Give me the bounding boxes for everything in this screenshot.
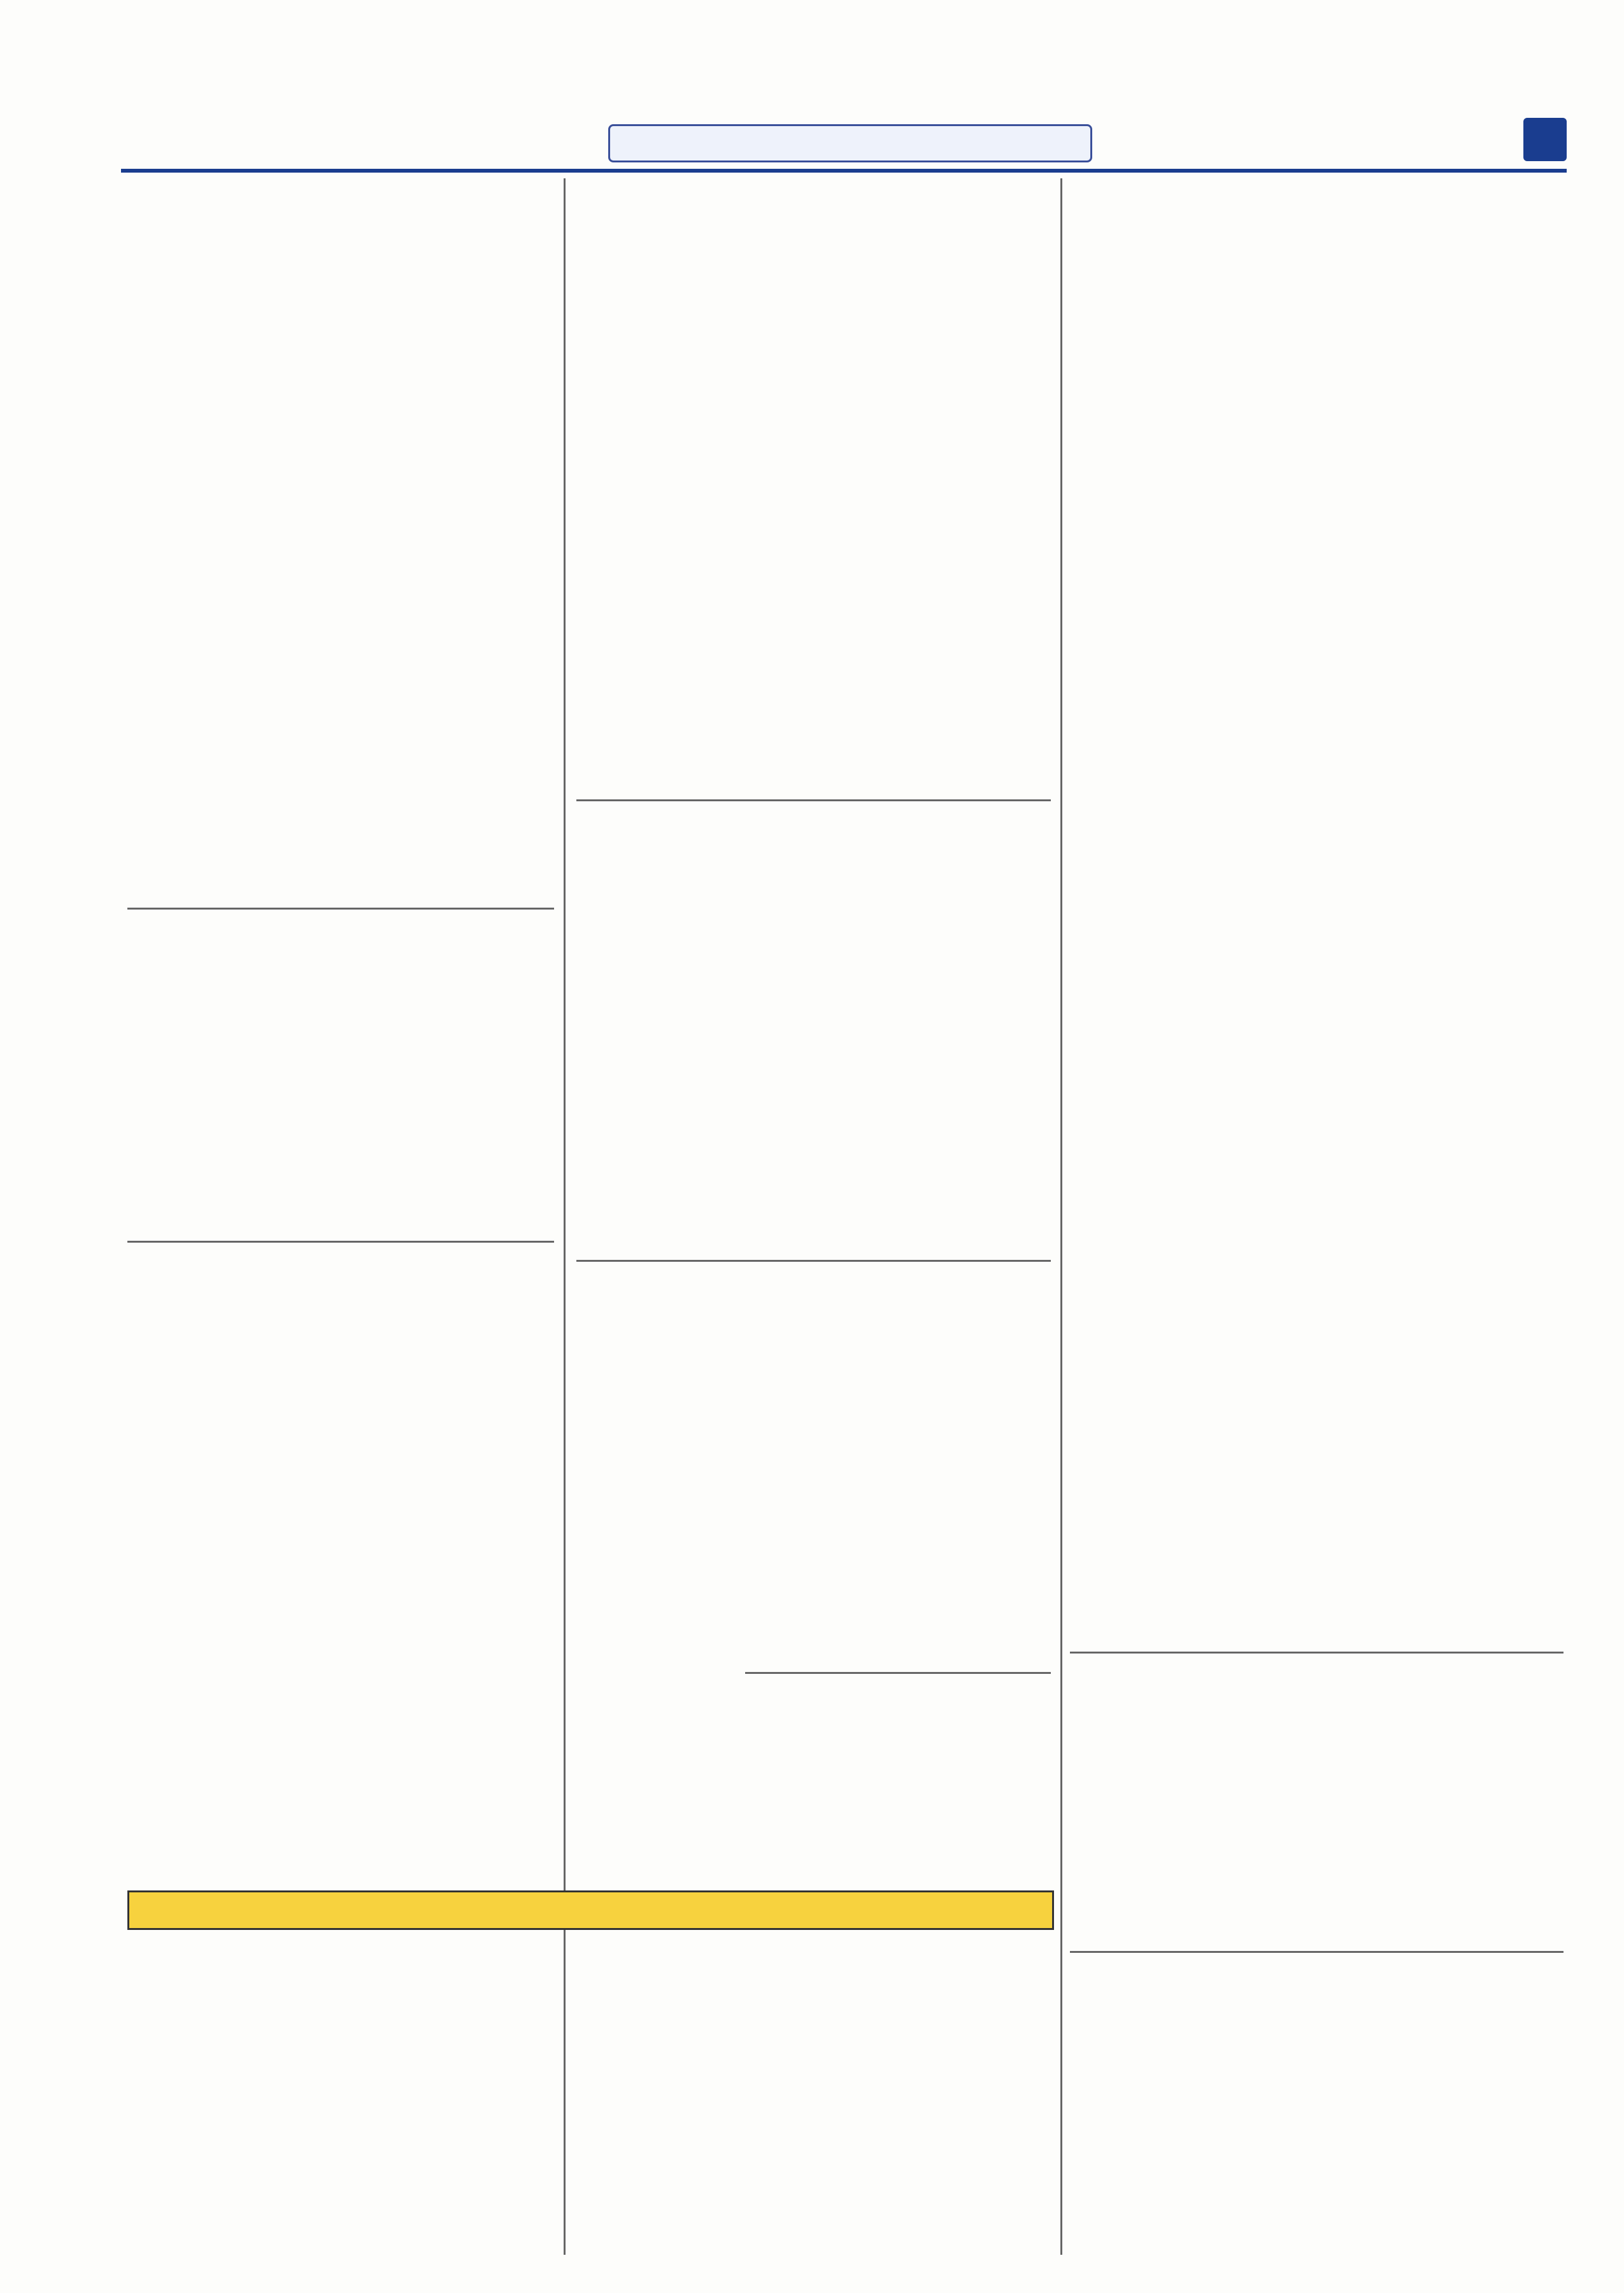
article-body [127,1455,554,1876]
article-assam-development [1070,182,1563,1080]
article-dibrugarh-election [576,1271,1051,1666]
article-karam-festival [127,1252,554,1882]
article-infiltrators [576,809,1051,1255]
masthead [0,0,1624,166]
article-body [127,969,554,1224]
article-headline [576,182,1051,227]
article-headline [576,1271,1051,1443]
column-divider [1060,178,1062,2255]
article-body [127,236,554,899]
article-election-36-seats [576,182,1051,793]
article-bamboo [127,182,554,901]
article-headline [127,1252,554,1443]
article-body [576,236,1051,790]
article-kicker [127,1890,1054,1930]
article-headline [576,809,1051,855]
article-unesco [127,917,554,1236]
page-number [1523,118,1567,161]
article-body [1070,235,1563,1076]
article-drinking-water [127,1890,1054,2266]
article-body [576,864,1051,1252]
article-divider [1070,1652,1563,1654]
article-headline [127,917,554,961]
article-headline [745,1682,1051,1771]
article-headline [1070,182,1563,226]
article-numaligarh-meeting [1070,1659,1563,1946]
article-body [1070,2012,1563,2261]
article-majuli-body-recovered [745,1682,1051,1885]
article-headline [127,182,554,227]
article-uppl [1070,1092,1563,1647]
masthead-logo[interactable] [127,118,299,162]
article-headline [1070,1959,1563,2003]
article-divider [127,908,554,910]
article-headline [1070,1659,1563,1704]
article-body [576,1452,1051,1662]
article-divider [127,1241,554,1243]
article-body [1070,1148,1563,1645]
dateline [1197,118,1567,169]
article-assam-growth [1070,1959,1563,2264]
article-body [1070,1713,1563,1942]
article-headline [1070,1092,1563,1139]
article-divider [1070,1951,1563,1953]
article-divider [576,1260,1051,1262]
article-body [745,1778,1051,1880]
section-label [608,124,1092,162]
article-divider [576,799,1051,801]
article-divider [745,1672,1051,1674]
article-headline [127,1936,1054,2076]
header-rule [121,169,1567,173]
article-body [127,2085,1054,2264]
